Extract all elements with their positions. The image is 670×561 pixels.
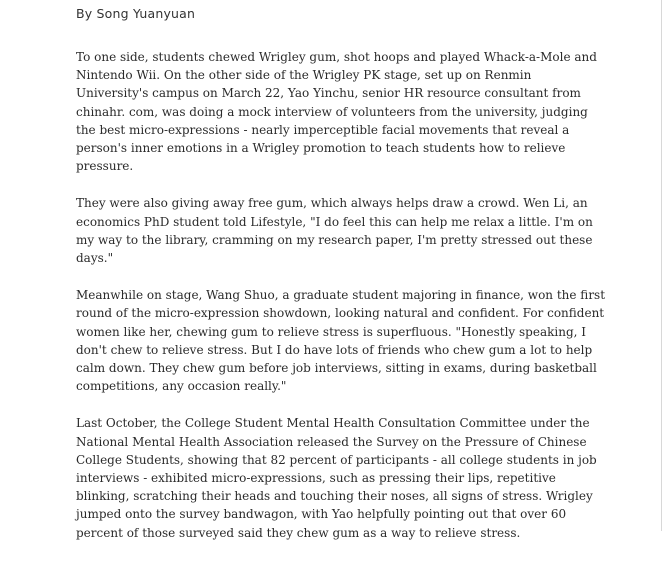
article-paragraph-1: To one side, students chewed Wrigley gum, shot hoops and played Whack-a-Mole and Nintendo Wii. On the other side of the Wrigley PK stage, set up on Renmin University's campus on March 22, Yao Yinchu, senior HR resource consultant from chinahr. com, was doing a mock interview of volunteers from the university, judging the best micro-expressions - nearly imperceptible facial movements that reveal a person's inner emotions in a Wrigley promotion to teach students how to relieve pressure. — [76, 50, 597, 174]
byline: By Song Yuanyuan — [76, 6, 196, 21]
article-paragraph-2: They were also giving away free gum, which always helps draw a crowd. Wen Li, an economics PhD student told Lifestyle, "I do feel this can help me relax a little. I'm on my way to the library, cramming on my research paper, I'm pretty stressed out these days." — [76, 196, 593, 266]
article-paragraph-3: Meanwhile on stage, Wang Shuo, a graduate student majoring in finance, won the first round of the micro-expression showdown, looking natural and confident. For confident women like her, chewing gum to relieve stress is superfluous. "Honestly speaking, I don't chew to relieve stress. But I do have lots of friends who chew gum a lot to help calm down. They chew gum before job interviews, sitting in exams, during basketball competitions, any occasion really." — [76, 288, 606, 394]
article-body — [76, 48, 606, 561]
article-paragraph-4: Last October, the College Student Mental Health Consultation Committee under the National Mental Health Association released the Survey on the Pressure of Chinese College Students, showing that 82 percent of participants - all college students in job interviews - exhibited micro-expressions, such as pressing their lips, repetitive blinking, scratching their heads and touching their noses, all signs of stress. Wrigley jumped onto the survey bandwagon, with Yao helpfully pointing out that over 60 percent of those surveyed said they chew gum as a way to relieve stress. — [76, 416, 597, 540]
